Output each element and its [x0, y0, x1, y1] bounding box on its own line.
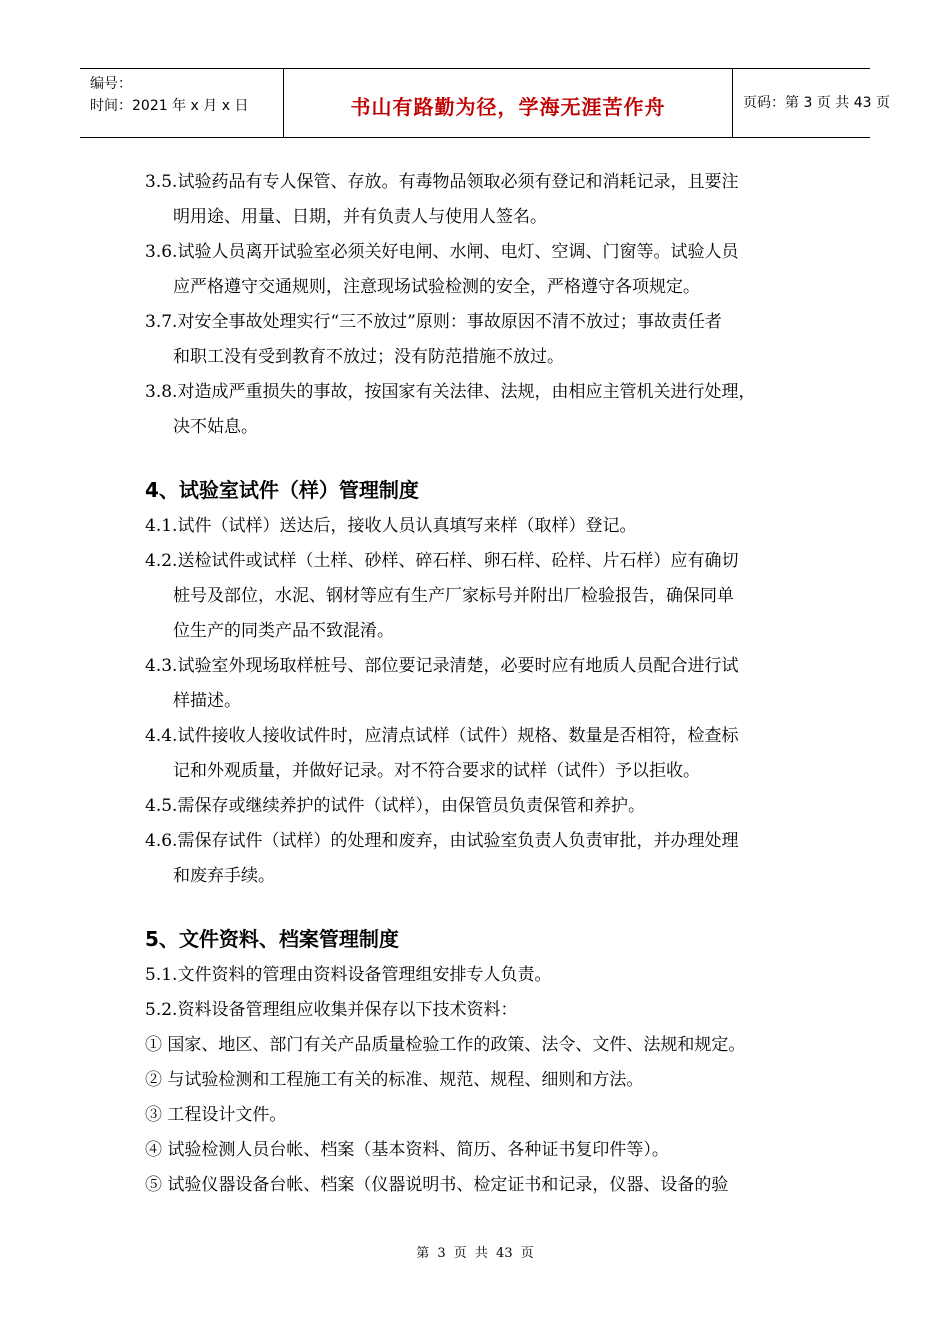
text-line: 样描述。 — [173, 691, 241, 711]
text-line: ③ 工程设计文件。 — [145, 1105, 287, 1125]
text-line: 4.4.试件接收人接收试件时，应清点试样（试件）规格、数量是否相符，检查标 — [145, 726, 739, 746]
paragraph-4-6 — [145, 824, 825, 894]
text-line: 和职工没有受到教育不放过；没有防范措施不放过。 — [173, 347, 564, 367]
text-line: 4.3.试验室外现场取样桩号、部位要记录清楚，必要时应有地质人员配合进行试 — [145, 656, 739, 676]
list-item-3 — [145, 1098, 825, 1133]
text-line: 明用途、用量、日期，并有负责人与使用人签名。 — [173, 207, 547, 227]
paragraph-5-2 — [145, 993, 825, 1028]
paragraph-4-1 — [145, 509, 825, 544]
section-heading-5: 5、文件资料、档案管理制度 — [145, 927, 399, 951]
paragraph-4-3 — [145, 649, 825, 719]
text-line: 5.2.资料设备管理组应收集并保存以下技术资料： — [145, 1000, 518, 1020]
paragraph-3-8 — [145, 375, 825, 445]
text-line: 5.1.文件资料的管理由资料设备管理组安排专人负责。 — [145, 965, 552, 985]
paragraph-3-7 — [145, 305, 825, 375]
header-motto-cell — [283, 69, 733, 137]
page-header — [80, 68, 890, 138]
text-line: 3.7.对安全事故处理实行“三不放过”原则：事故原因不清不放过；事故责任者 — [145, 312, 722, 332]
text-line: 4.6.需保存试件（试样）的处理和废弃，由试验室负责人负责审批，并办理处理 — [145, 831, 739, 851]
text-line: ② 与试验检测和工程施工有关的标准、规范、规程、细则和方法。 — [145, 1070, 644, 1090]
text-line: 3.6.试验人员离开试验室必须关好电闸、水闸、电灯、空调、门窗等。试验人员 — [145, 242, 739, 262]
text-line: 4.1.试件（试样）送达后，接收人员认真填写来样（取样）登记。 — [145, 516, 637, 536]
text-line: 和废弃手续。 — [173, 866, 275, 886]
text-line: 3.8.对造成严重损失的事故，按国家有关法律、法规，由相应主管机关进行处理， — [145, 382, 756, 402]
header-page-cell — [733, 69, 890, 137]
text-line: ① 国家、地区、部门有关产品质量检验工作的政策、法令、文件、法规和规定。 — [145, 1035, 746, 1055]
text-line: 4.5.需保存或继续养护的试件（试样），由保管员负责保管和养护。 — [145, 796, 645, 816]
page-label: 页码：第 3 页 共 43 页 — [743, 95, 890, 111]
text-line: 应严格遵守交通规则，注意现场试验检测的安全，严格遵守各项规定。 — [173, 277, 700, 297]
text-line: ⑤ 试验仪器设备台帐、档案（仪器说明书、检定证书和记录，仪器、设备的验 — [145, 1175, 729, 1195]
list-item-1 — [145, 1028, 825, 1063]
paragraph-4-2 — [145, 544, 825, 649]
document-body — [145, 165, 825, 1203]
page-footer: 第 3 页 共 43 页 — [416, 1246, 534, 1261]
code-label: 编号： — [90, 76, 132, 92]
motto: 书山有路勤为径，学海无涯苦作舟 — [350, 95, 666, 119]
paragraph-5-1 — [145, 958, 825, 993]
text-line: 记和外观质量，并做好记录。对不符合要求的试样（试件）予以拒收。 — [173, 761, 700, 781]
section-heading-4: 4、试验室试件（样）管理制度 — [145, 478, 419, 502]
paragraph-3-6 — [145, 235, 825, 305]
time-label: 时间：2021 年 x 月 x 日 — [90, 98, 249, 114]
text-line: 位生产的同类产品不致混淆。 — [173, 621, 394, 641]
text-line: 4.2.送检试件或试样（土样、砂样、碎石样、卵石样、砼样、片石样）应有确切 — [145, 551, 739, 571]
header-left-cell — [80, 69, 283, 137]
text-line: 3.5.试验药品有专人保管、存放。有毒物品领取必须有登记和消耗记录，且要注 — [145, 172, 739, 192]
paragraph-4-4 — [145, 719, 825, 789]
list-item-4 — [145, 1133, 825, 1168]
paragraph-3-5 — [145, 165, 825, 235]
list-item-2 — [145, 1063, 825, 1098]
text-line: ④ 试验检测人员台帐、档案（基本资料、简历、各种证书复印件等）。 — [145, 1140, 669, 1160]
list-item-5 — [145, 1168, 825, 1203]
text-line: 决不姑息。 — [173, 417, 258, 437]
paragraph-4-5 — [145, 789, 825, 824]
text-line: 桩号及部位，水泥、钢材等应有生产厂家标号并附出厂检验报告，确保同单 — [173, 586, 734, 606]
